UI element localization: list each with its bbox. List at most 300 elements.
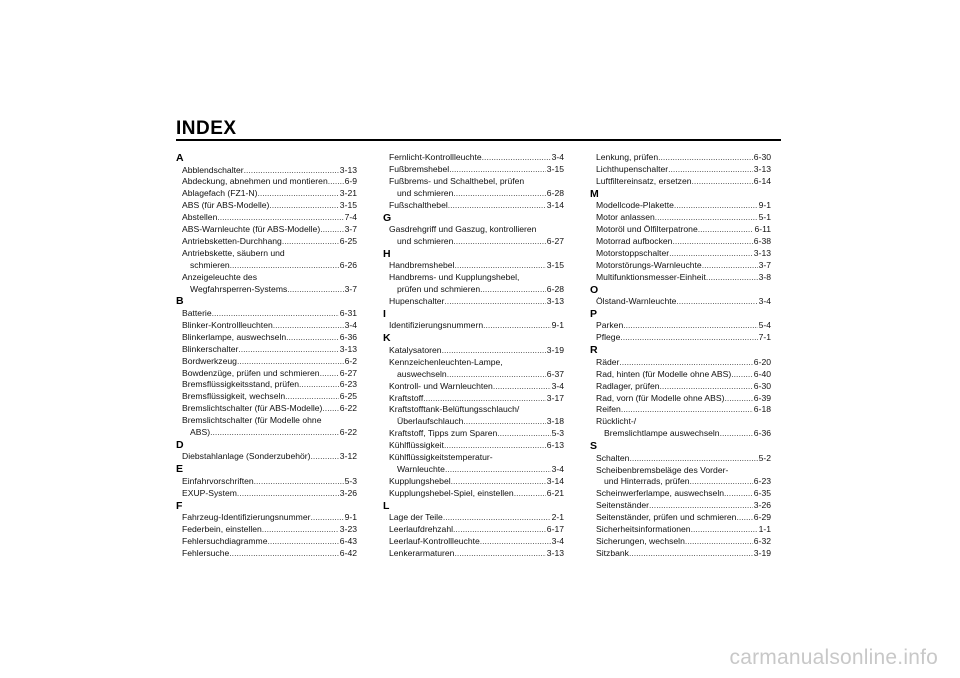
index-entry-text: Sicherungen, wechseln — [596, 535, 685, 546]
index-entry — [383, 393, 564, 405]
dot-leader — [698, 224, 754, 236]
index-page-number: 3-7 — [344, 283, 357, 294]
index-entry-text: Fußschalthebel — [389, 199, 448, 210]
index-page-number: 6-25 — [339, 235, 357, 246]
index-entry — [176, 188, 357, 200]
index-entry — [176, 248, 357, 272]
dot-leader — [442, 345, 546, 357]
index-page-number: 3-12 — [339, 451, 357, 462]
index-page-number: 3-4 — [344, 319, 357, 330]
dot-leader — [273, 320, 344, 332]
dot-leader — [237, 488, 339, 500]
index-entry — [383, 536, 564, 548]
index-entry-text: Blinkerlampe, auswechseln — [182, 331, 287, 342]
index-entry-text: Motorstoppschalter — [596, 247, 670, 258]
index-column-1 — [176, 152, 357, 560]
index-page-number: 6-21 — [546, 487, 564, 498]
index-entry-text: Fußbremshebel — [389, 163, 450, 174]
dot-leader — [660, 381, 753, 393]
index-letter-s: S — [590, 440, 598, 453]
index-page-number: 6-14 — [753, 175, 771, 186]
index-entry — [590, 164, 771, 176]
index-page-number: 3-14 — [546, 199, 564, 210]
dot-leader — [649, 500, 753, 512]
index-entry — [176, 344, 357, 356]
index-entry-text: Batterie — [182, 307, 212, 318]
index-entry-text: Antriebsketten-Durchhang — [182, 235, 282, 246]
index-page-number: 6-37 — [546, 368, 564, 379]
dot-leader — [449, 164, 546, 176]
dot-leader — [262, 524, 339, 536]
dot-leader — [229, 548, 339, 560]
index-page-number: 6-28 — [546, 187, 564, 198]
index-page-number: 3-4 — [551, 535, 564, 546]
index-entry-text: und schmieren — [397, 187, 454, 198]
index-entry — [176, 512, 357, 524]
index-entry — [176, 165, 357, 177]
dot-leader — [672, 236, 752, 248]
index-page-number: 6-25 — [339, 391, 357, 402]
index-page-number: 6-39 — [753, 392, 771, 403]
dot-leader — [254, 476, 344, 488]
index-entry — [176, 176, 357, 188]
index-page-number: 3-18 — [546, 416, 564, 427]
dot-leader — [629, 548, 753, 560]
dot-leader — [668, 164, 753, 176]
index-letter-o: O — [590, 283, 599, 296]
dot-leader — [720, 428, 753, 440]
index-page-number: 6-11 — [754, 224, 771, 235]
dot-leader — [623, 320, 757, 332]
index-entry-text: Wegfahrsperren-Systems — [190, 283, 288, 294]
index-entry — [176, 200, 357, 212]
index-entry — [176, 272, 357, 296]
index-entry — [383, 176, 564, 200]
index-page-number: 3-19 — [546, 344, 564, 355]
index-page-number: 3-14 — [546, 475, 564, 486]
index-page-number: 6-20 — [753, 356, 771, 367]
index-entry-text: Bremslichtschalter (für ABS-Modelle) — [182, 403, 323, 414]
index-page-number: 6-38 — [753, 235, 771, 246]
dot-leader — [619, 357, 752, 369]
index-page-number: 3-19 — [753, 547, 771, 558]
index-page-number: 9-1 — [344, 512, 357, 523]
index-entry — [590, 500, 771, 512]
index-letter-p: P — [590, 307, 598, 320]
index-page-number: 3-17 — [546, 392, 564, 403]
index-page-number: 5-4 — [758, 320, 771, 331]
index-page-number: 6-32 — [753, 535, 771, 546]
dot-leader — [621, 404, 753, 416]
index-entry — [590, 224, 771, 236]
index-entry-text: Hupenschalter — [389, 296, 445, 307]
index-entry-text: Überlaufschlauch — [397, 416, 464, 427]
index-entry-text: auswechseln — [397, 368, 447, 379]
index-entry-text: Motorrad aufbocken — [596, 235, 673, 246]
index-letter-i: I — [383, 307, 386, 320]
index-entry — [383, 320, 564, 332]
index-entry-text: Diebstahlanlage (Sonderzubehör) — [182, 451, 311, 462]
dot-leader — [724, 488, 753, 500]
index-entry-text: ABS (für ABS-Modelle) — [182, 200, 270, 211]
index-entry — [383, 452, 564, 476]
dot-leader — [497, 428, 550, 440]
index-page-number: 6-40 — [753, 368, 771, 379]
index-entry — [176, 451, 357, 463]
dot-leader — [237, 356, 344, 368]
index-page-number: 6-30 — [753, 380, 771, 391]
index-entry — [383, 381, 564, 393]
dot-leader — [493, 381, 551, 393]
index-entry-text: Katalysatoren — [389, 344, 442, 355]
index-entry-text: Ablagefach (FZ1-N) — [182, 188, 258, 199]
index-page-number: 7-1 — [758, 332, 771, 343]
dot-leader — [702, 260, 758, 272]
index-page-number: 6-26 — [339, 259, 357, 270]
index-entry — [383, 272, 564, 296]
index-entry-text: Abblendschalter — [182, 164, 244, 175]
index-entry — [590, 404, 771, 416]
index-entry-text: Fahrzeug-Identifizierungsnummer — [182, 512, 311, 523]
index-entry-text: Bremslichtlampe auswechseln — [604, 428, 720, 439]
index-entry-text: Antriebskette, säubern und — [182, 247, 285, 258]
index-entry — [383, 152, 564, 164]
dot-leader — [269, 200, 338, 212]
index-entry-text: Kupplungshebel — [389, 475, 451, 486]
index-entry-text: Abdeckung, abnehmen und montieren — [182, 176, 328, 187]
dot-leader — [669, 248, 753, 260]
index-page-number: 6-36 — [753, 428, 771, 439]
index-page-number: 6-22 — [339, 403, 357, 414]
dot-leader — [320, 224, 343, 236]
index-entry-text: Fernlicht-Kontrollleuchte — [389, 152, 482, 162]
index-entry — [590, 548, 771, 560]
index-page-number: 6-35 — [753, 488, 771, 499]
index-entry — [590, 524, 771, 536]
dot-leader — [454, 548, 545, 560]
index-entry-text: Pflege — [596, 332, 621, 343]
index-page-number: 1-1 — [758, 524, 771, 535]
dot-leader — [423, 393, 546, 405]
dot-leader — [444, 440, 546, 452]
index-entry-text: Gasdrehgriff und Gaszug, kontrollieren — [389, 224, 537, 235]
index-page-number: 6-23 — [753, 476, 771, 487]
dot-leader — [448, 200, 546, 212]
index-entry — [590, 488, 771, 500]
dot-leader — [447, 369, 546, 381]
index-entry-text: Ölstand-Warnleuchte — [596, 296, 677, 307]
index-letter-m: M — [590, 187, 599, 200]
index-entry — [176, 548, 357, 560]
index-entry-text: Luftfiltereinsatz, ersetzen — [596, 175, 692, 186]
dot-leader — [453, 524, 546, 536]
index-page-number: 6-2 — [344, 355, 357, 366]
dot-leader — [736, 512, 752, 524]
index-entry-text: Reifen — [596, 404, 621, 415]
index-page-number: 3-15 — [339, 200, 357, 211]
index-entry-text: Kühlflüssigkeitstemperatur- — [389, 452, 493, 463]
dot-leader — [692, 176, 753, 188]
index-entry-text: Leerlauf-Kontrollleuchte — [389, 535, 480, 546]
index-page-number: 3-13 — [753, 247, 771, 258]
index-entry-text: Kraftstoff — [389, 392, 424, 403]
index-entry — [590, 332, 771, 344]
dot-leader — [463, 416, 545, 428]
dot-leader — [282, 236, 339, 248]
index-entry-text: Lenkung, prüfen — [596, 152, 659, 162]
index-entry — [383, 357, 564, 381]
index-entry — [176, 332, 357, 344]
index-entry-text: Scheibenbremsbeläge des Vorder- — [596, 464, 729, 475]
index-entry-text: Identifizierungsnummern — [389, 320, 484, 331]
index-entry-text: Räder — [596, 356, 620, 367]
index-page-number: 3-21 — [339, 188, 357, 199]
index-entry-text: Rücklicht-/ — [596, 416, 637, 427]
index-entry — [176, 488, 357, 500]
dot-leader — [685, 536, 753, 548]
index-page-number: 3-13 — [546, 296, 564, 307]
index-entry-text: Kennzeichenleuchten-Lampe, — [389, 356, 503, 367]
index-entry — [590, 320, 771, 332]
dot-leader — [676, 296, 757, 308]
dot-leader — [230, 260, 339, 272]
index-page-number: 5-1 — [758, 212, 771, 223]
index-entry — [590, 248, 771, 260]
index-page-number: 3-7 — [758, 259, 771, 270]
index-page-number: 3-13 — [339, 164, 357, 175]
index-page-number: 3-26 — [339, 487, 357, 498]
index-page-number: 9-1 — [551, 320, 564, 331]
index-entry — [176, 224, 357, 236]
index-letter-g: G — [383, 211, 392, 224]
index-page-number: 6-13 — [546, 440, 564, 451]
index-entry-text: Bowdenzüge, prüfen und schmieren — [182, 367, 320, 378]
index-entry-text: Bremslichtschalter (für Modelle ohne — [182, 415, 322, 426]
index-entry-text: Rad, vorn (für Modelle ohne ABS) — [596, 392, 725, 403]
index-entry — [590, 465, 771, 489]
index-entry — [383, 512, 564, 524]
index-entry-text: Kraftstoff, Tipps zum Sparen — [389, 428, 498, 439]
index-entry-text: Motoröl und Ölfilterpatrone — [596, 224, 698, 235]
index-entry — [383, 164, 564, 176]
dot-leader — [443, 512, 551, 524]
index-entry — [590, 357, 771, 369]
dot-leader — [311, 512, 344, 524]
index-entry — [590, 152, 771, 164]
index-page-number: 3-4 — [551, 152, 564, 162]
index-entry-text: und Hinterrads, prüfen — [604, 476, 690, 487]
index-page-number: 6-31 — [339, 307, 357, 318]
index-entry — [383, 296, 564, 308]
index-entry-text: Seitenständer — [596, 500, 650, 511]
index-letter-l: L — [383, 499, 390, 512]
index-entry — [383, 476, 564, 488]
dot-leader — [482, 152, 551, 164]
index-entry-text: Kupplungshebel-Spiel, einstellen — [389, 487, 514, 498]
index-entry-text: Rad, hinten (für Modelle ohne ABS) — [596, 368, 732, 379]
index-page-number: 6-23 — [339, 379, 357, 390]
index-entry — [176, 308, 357, 320]
index-page-number: 3-7 — [344, 224, 357, 235]
index-letter-e: E — [176, 463, 184, 476]
index-entry-text: Leerlaufdrehzahl — [389, 524, 454, 535]
index-entry — [383, 345, 564, 357]
index-letter-a: A — [176, 152, 184, 164]
dot-leader — [210, 427, 339, 439]
index-entry — [176, 391, 357, 403]
index-entry — [176, 536, 357, 548]
index-page-number: 6-36 — [339, 331, 357, 342]
index-entry — [590, 296, 771, 308]
dot-leader — [483, 320, 550, 332]
dot-leader — [299, 379, 339, 391]
index-entry-text: Blinker-Kontrollleuchten — [182, 319, 273, 330]
index-entry — [590, 369, 771, 381]
dot-leader — [655, 212, 758, 224]
index-page-number: 6-30 — [753, 152, 771, 162]
dot-leader — [674, 200, 758, 212]
index-entry — [590, 176, 771, 188]
index-page-number: 3-13 — [753, 163, 771, 174]
index-entry-text: schmieren — [190, 259, 230, 270]
index-entry-text: Sitzbank — [596, 547, 629, 558]
dot-leader — [691, 524, 758, 536]
index-entry — [590, 260, 771, 272]
index-entry-text: Multifunktionsmesser-Einheit — [596, 271, 706, 282]
dot-leader — [444, 296, 545, 308]
dot-leader — [320, 368, 339, 380]
index-entry-text: Seitenständer, prüfen und schmieren — [596, 512, 737, 523]
index-entry-text: Handbremshebel — [389, 260, 455, 271]
index-entry — [383, 548, 564, 560]
index-entry-text: Lenkerarmaturen — [389, 547, 455, 558]
index-entry — [590, 200, 771, 212]
dot-leader — [217, 212, 343, 224]
index-entry-text: Radlager, prüfen — [596, 380, 660, 391]
index-page-number: 5-3 — [551, 428, 564, 439]
index-entry-text: Einfahrvorschriften — [182, 475, 254, 486]
index-entry-text: Kraftstofftank-Belüftungsschlauch/ — [389, 404, 520, 415]
title-rule — [176, 139, 781, 141]
index-entry — [383, 488, 564, 500]
dot-leader — [212, 308, 339, 320]
index-page-number: 3-23 — [339, 524, 357, 535]
index-page-number: 6-27 — [339, 367, 357, 378]
index-page-number: 3-8 — [758, 271, 771, 282]
index-page-number: 3-26 — [753, 500, 771, 511]
index-entry-text: Fehlersuchdiagramme — [182, 535, 268, 546]
index-letter-b: B — [176, 295, 184, 308]
index-entry — [383, 428, 564, 440]
dot-leader — [285, 391, 339, 403]
dot-leader — [629, 453, 757, 465]
index-entry-text: Scheinwerferlampe, auswechseln — [596, 488, 725, 499]
index-page-number: 6-22 — [339, 427, 357, 438]
index-entry-text: Sicherheitsinformationen — [596, 524, 691, 535]
index-page-number: 7-4 — [344, 212, 357, 223]
index-entry-text: ABS) — [190, 427, 211, 438]
index-page-number: 3-4 — [551, 463, 564, 474]
index-entry — [176, 212, 357, 224]
index-page-number: 3-4 — [551, 380, 564, 391]
index-letter-d: D — [176, 438, 184, 451]
index-entry — [590, 272, 771, 284]
index-entry — [176, 403, 357, 415]
dot-leader — [731, 369, 753, 381]
index-entry — [176, 320, 357, 332]
dot-leader — [238, 344, 338, 356]
index-page-number: 6-42 — [339, 547, 357, 558]
dot-leader — [311, 451, 339, 463]
dot-leader — [445, 464, 551, 476]
index-entry — [383, 404, 564, 428]
index-page-number: 6-18 — [753, 404, 771, 415]
index-column-2 — [383, 152, 564, 560]
index-entry-text: Kontroll- und Warnleuchten — [389, 380, 493, 391]
index-column-3 — [590, 152, 771, 560]
index-entry-text: Motor anlassen — [596, 212, 655, 223]
dot-leader — [268, 536, 339, 548]
dot-leader — [454, 260, 545, 272]
index-entry — [176, 356, 357, 368]
index-page-number: 3-13 — [546, 547, 564, 558]
index-entry — [590, 393, 771, 405]
index-page-number: 5-2 — [758, 452, 771, 463]
index-entry-text: Abstellen — [182, 212, 218, 223]
index-entry-text: Parken — [596, 320, 624, 331]
index-page-number: 6-28 — [546, 284, 564, 295]
index-entry-text: Lichthupenschalter — [596, 163, 669, 174]
index-entry-text: Schalten — [596, 452, 630, 463]
index-entry-text: Bordwerkzeug — [182, 355, 237, 366]
dot-leader — [451, 476, 546, 488]
index-page-number: 6-9 — [344, 176, 357, 187]
watermark: carmanualsonline.info — [729, 646, 938, 669]
index-page-number: 3-15 — [546, 260, 564, 271]
index-entry — [383, 200, 564, 212]
dot-leader — [286, 332, 339, 344]
index-page-number: 5-3 — [344, 475, 357, 486]
dot-leader — [514, 488, 546, 500]
index-entry — [590, 536, 771, 548]
index-entry — [176, 524, 357, 536]
index-letter-k: K — [383, 332, 391, 345]
index-entry — [383, 224, 564, 248]
index-page-number: 9-1 — [758, 200, 771, 211]
index-page-number: 6-29 — [753, 512, 771, 523]
index-page-number: 3-4 — [758, 296, 771, 307]
dot-leader — [257, 188, 338, 200]
index-entry-text: und schmieren — [397, 235, 454, 246]
index-entry-text: Anzeigeleuchte des — [182, 271, 258, 282]
index-letter-f: F — [176, 499, 183, 512]
index-entry-text: EXUP-System — [182, 487, 237, 498]
index-entry-text: Bremsflüssigkeitsstand, prüfen — [182, 379, 300, 390]
index-letter-r: R — [590, 344, 598, 357]
dot-leader — [706, 272, 758, 284]
index-page-number: 2-1 — [551, 512, 564, 523]
dot-leader — [480, 284, 546, 296]
index-entry-text: prüfen und schmieren — [397, 284, 481, 295]
index-entry-text: Blinkerschalter — [182, 343, 239, 354]
dot-leader — [453, 188, 545, 200]
index-entry — [590, 381, 771, 393]
index-entry-text: ABS-Warnleuchte (für ABS-Modelle) — [182, 224, 321, 235]
index-letter-h: H — [383, 247, 391, 260]
dot-leader — [453, 236, 545, 248]
dot-leader — [690, 476, 753, 488]
index-entry — [590, 512, 771, 524]
